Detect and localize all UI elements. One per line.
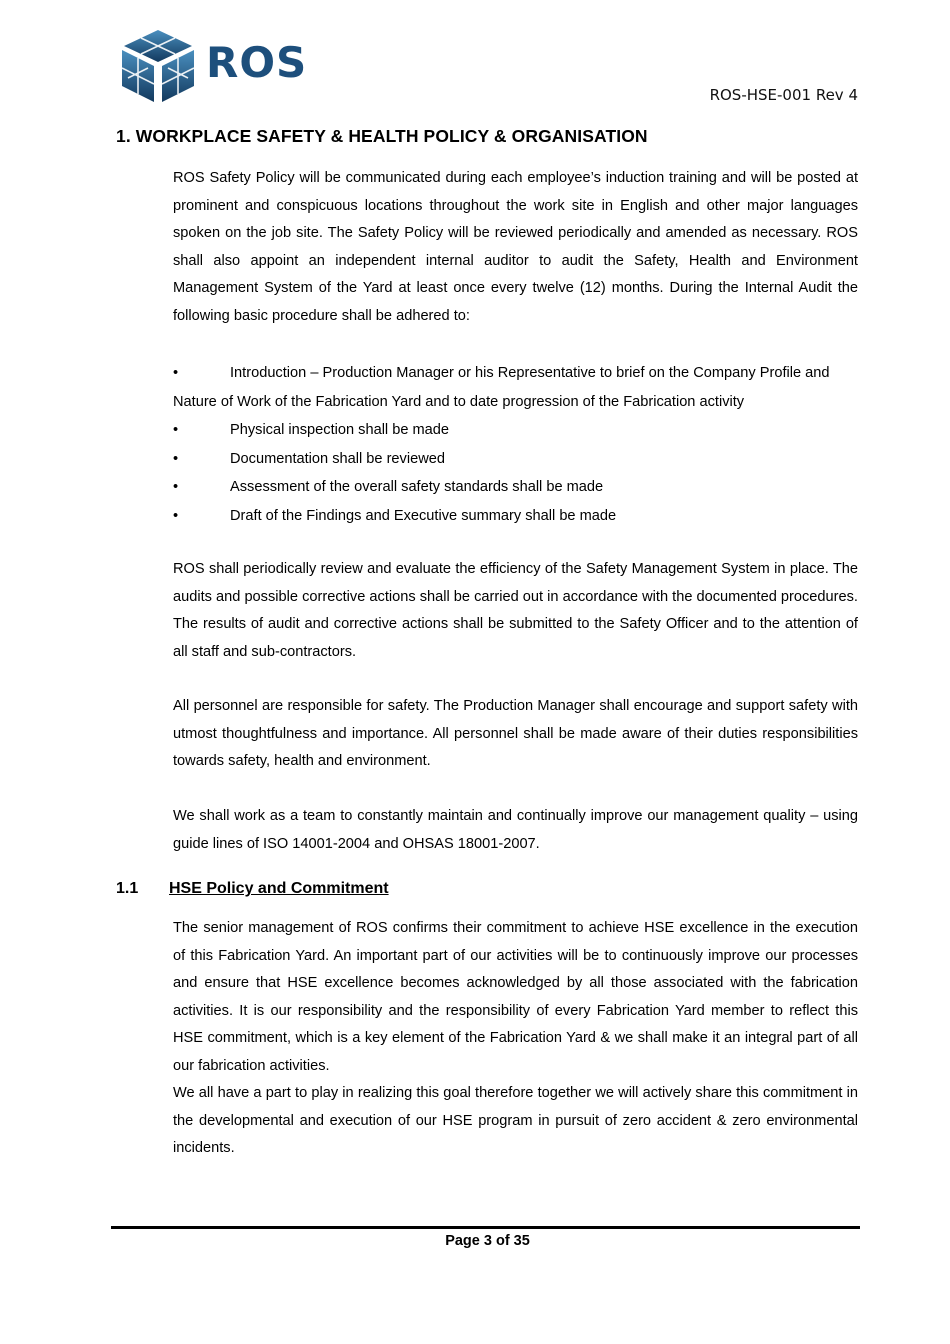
logo-wordmark: ROS xyxy=(206,38,308,87)
subsection-number: 1.1 xyxy=(116,880,139,897)
section-heading: 1. WORKPLACE SAFETY & HEALTH POLICY & ORGANISATION xyxy=(116,126,648,146)
company-logo xyxy=(118,28,318,104)
subsection-heading xyxy=(116,880,389,898)
list-item: • Draft of the Findings and Executive summary shall be made xyxy=(173,502,863,531)
audit-procedure-list xyxy=(173,359,863,530)
list-item: • Physical inspection shall be made xyxy=(173,416,863,445)
footer-divider xyxy=(111,1226,860,1229)
subsection-title: HSE Policy and Commitment xyxy=(169,880,389,897)
document-reference: ROS-HSE-001 Rev 4 xyxy=(709,86,858,104)
bullet-icon: • xyxy=(173,422,179,438)
paragraph-policy-communication: ROS Safety Policy will be communicated during each employee’s induction training and will be posted at prominent and conspicuous locations throughout the work site in English and other major languages spoken on the job site. The Safety Policy will be reviewed periodically and amended as necessary. ROS shall also appoint an independent internal auditor to audit the Safety, Health and Environment Management System of the Yard at least once every twelve (12) months. During the Internal Audit the following basic procedure shall be adhered to: xyxy=(173,170,858,324)
bullet-icon: • xyxy=(173,479,179,495)
list-item: • Introduction – Production Manager or his Representative to brief on the Company Profile and Nature of Work of the Fabrication Yard and to date progression of the Fabrication activity xyxy=(173,359,863,416)
paragraph-review-evaluation: ROS shall periodically review and evaluate the efficiency of the Safety Management System in place. The audits and possible corrective actions shall be carried out in accordance with the documented procedures. The results of audit and corrective actions shall be submitted to the Safety Officer and to the attention of all staff and sub-contractors. xyxy=(173,561,858,660)
paragraph-teamwork-standards: We shall work as a team to constantly maintain and continually improve our management quality – using guide lines of ISO 14001-2004 and OHSAS 18001-2007. xyxy=(173,808,858,852)
bullet-icon: • xyxy=(173,507,179,524)
list-item: • Assessment of the overall safety standards shall be made xyxy=(173,473,863,502)
paragraph-hse-commitment: The senior management of ROS confirms their commitment to achieve HSE excellence in the execution of this Fabrication Yard. An important part of our activities will be to continuously improve our processes and ensure that HSE excellence becomes acknowledged by all those associated with the fabrication activities. It is our responsibility and the responsibility of every Fabrication Yard member to reflect this HSE commitment, which is a key element of the Fabrication Yard & we shall make it an integral part of all our fabrication activities. We all have a part to play in realizing this goal therefore together we will actively share this commitment in the developmental and execution of our HSE program in pursuit of zero accident & zero environmental incidents. xyxy=(173,920,858,1156)
cube-logo-icon xyxy=(118,28,198,104)
page-number: Page 3 of 35 xyxy=(445,1233,530,1249)
bullet-icon: • xyxy=(173,450,179,467)
bullet-icon: • xyxy=(173,365,179,381)
paragraph-personnel-responsibility: All personnel are responsible for safety. The Production Manager shall encourage and support safety with utmost thoughtfulness and importance. All personnel shall be made aware of their duties responsibilities towards safety, health and environment. xyxy=(173,698,858,769)
list-item: • Documentation shall be reviewed xyxy=(173,445,863,474)
